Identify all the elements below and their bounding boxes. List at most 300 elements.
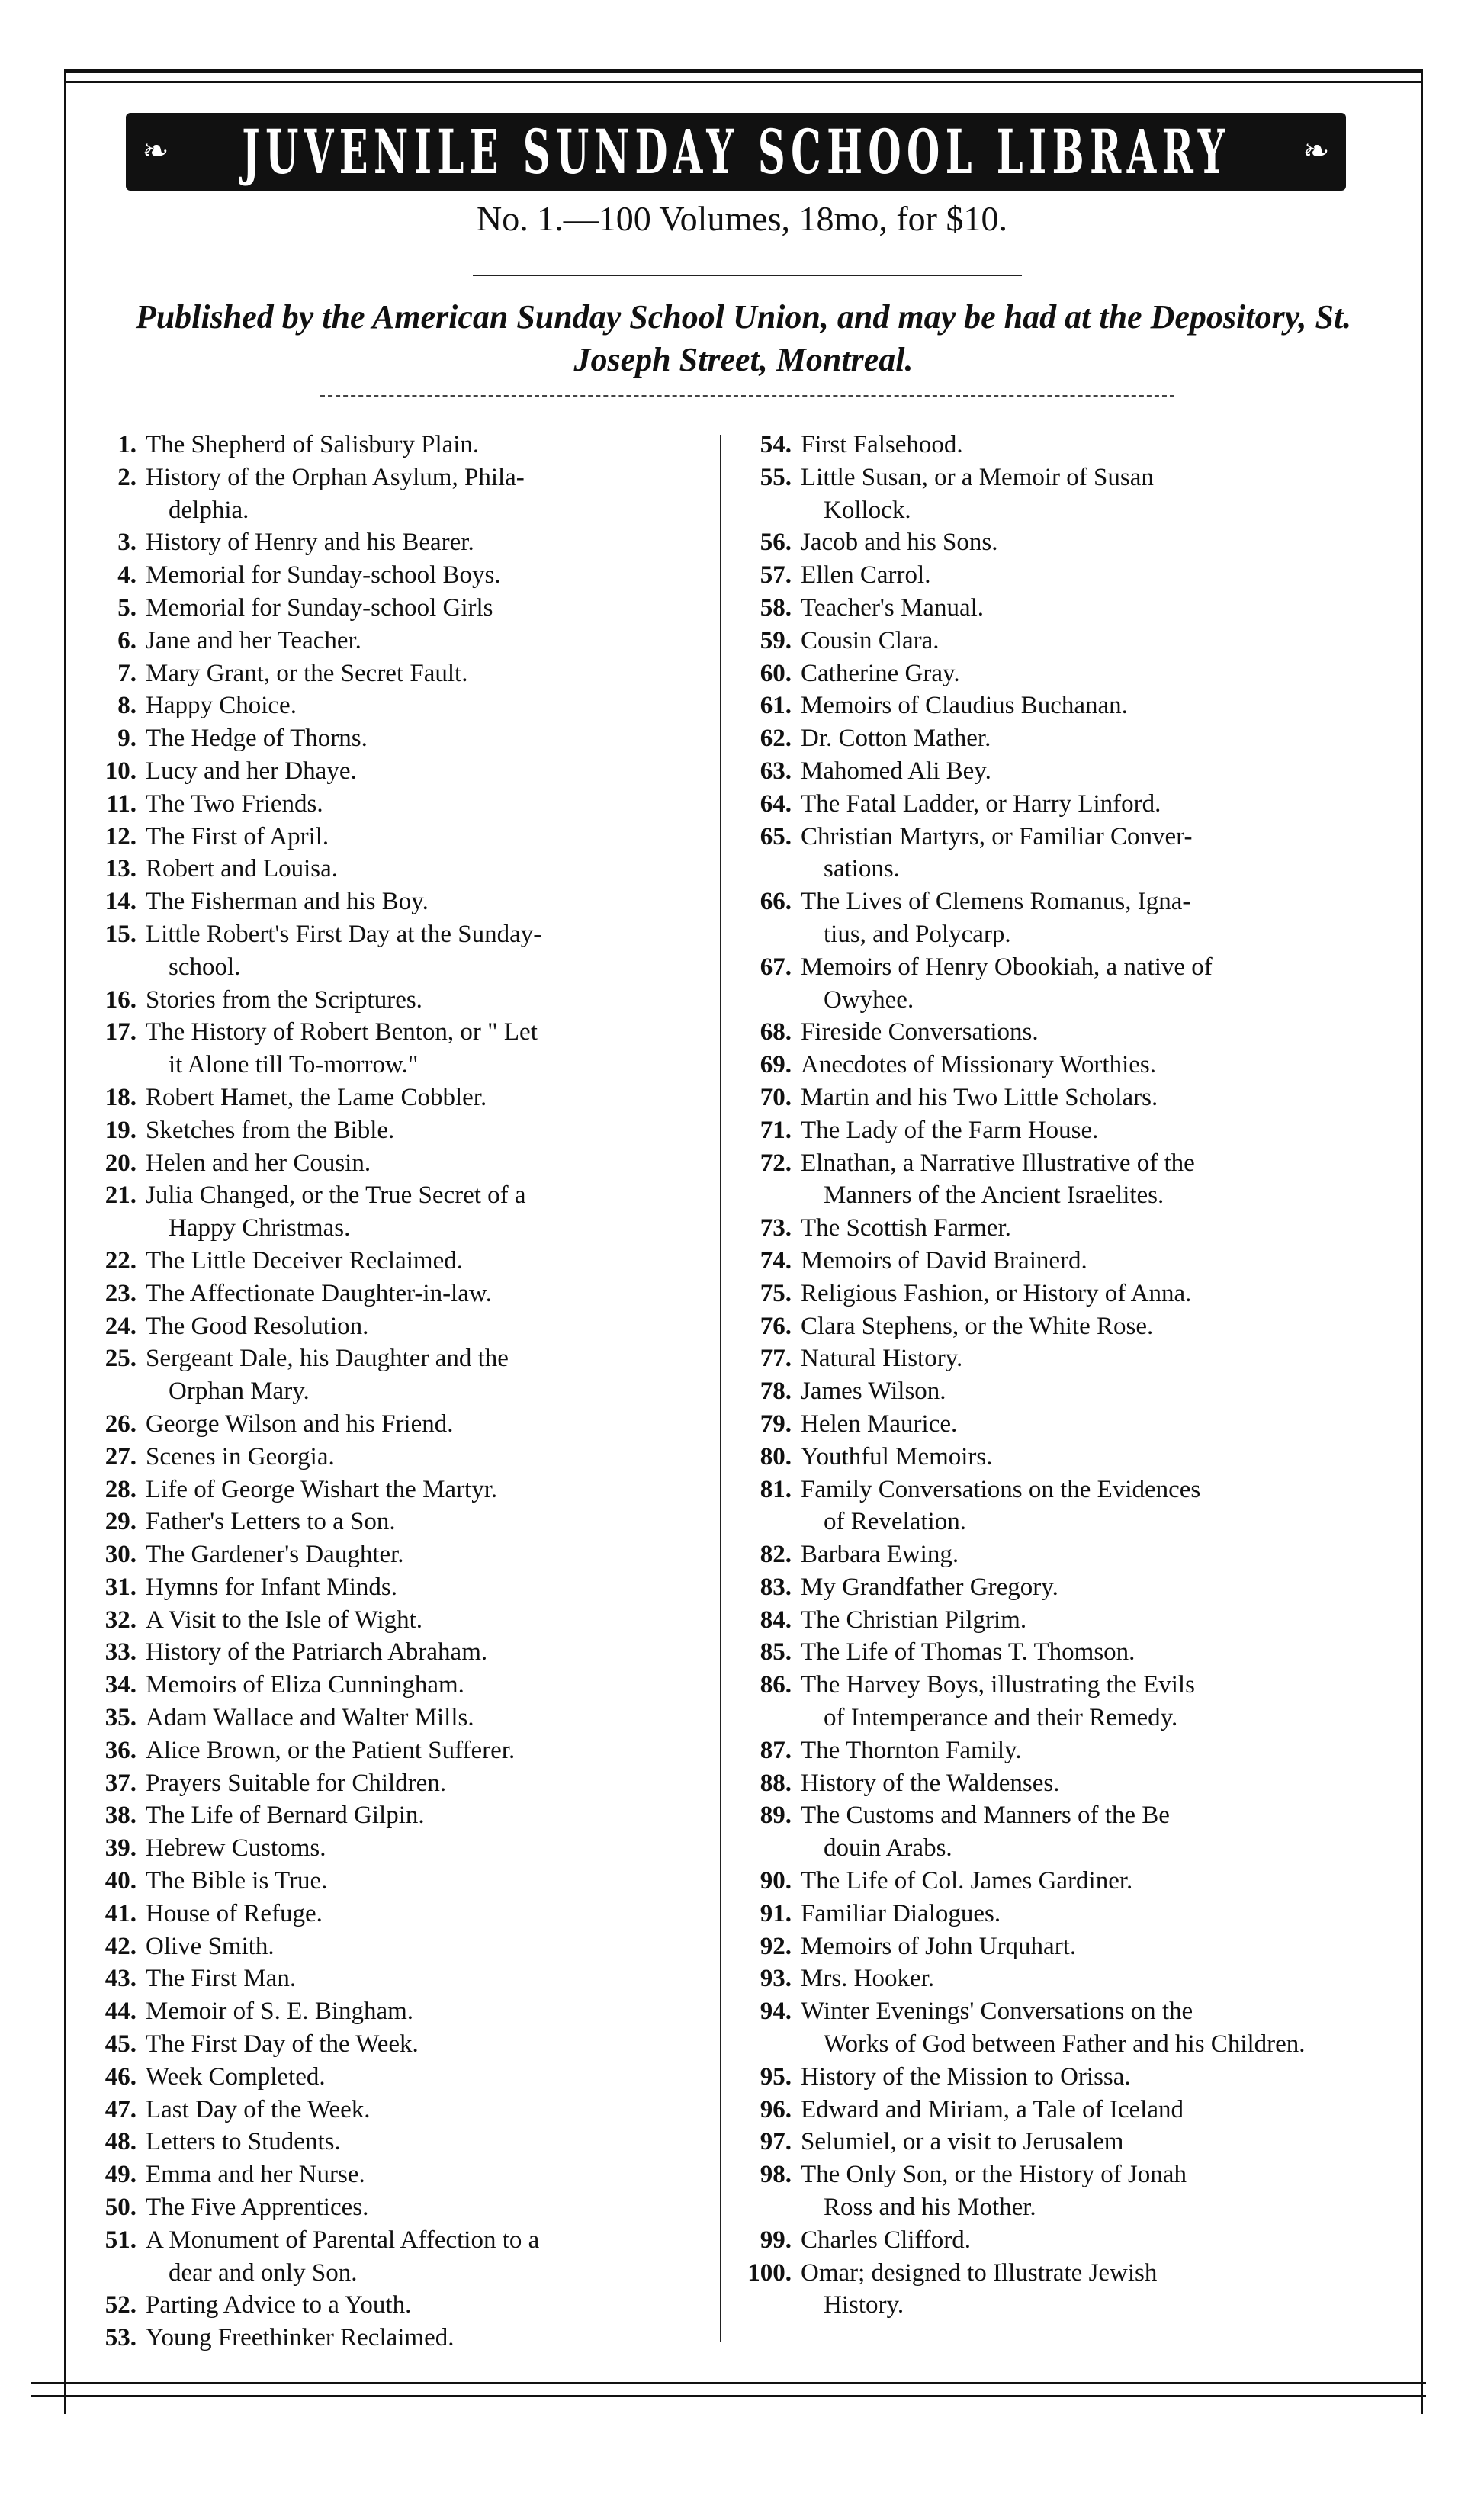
volume-number: 15. <box>104 920 137 948</box>
volume-title-line: The Scottish Farmer. <box>801 1214 1011 1242</box>
title-banner <box>126 113 1346 191</box>
volume-title <box>146 2094 705 2126</box>
volume-number: 65. <box>760 822 792 850</box>
volume-title-line: The Harvey Boys, illustrating the Evils <box>801 1671 1195 1699</box>
volume-title-line: The Gardener's Daughter. <box>146 1541 404 1569</box>
volume-title <box>801 1082 1342 1114</box>
volume-number: 47. <box>104 2095 137 2123</box>
list-item <box>732 1734 1342 1767</box>
volume-title <box>801 1898 1342 1930</box>
volume-title-continuation: History. <box>824 2291 904 2319</box>
list-item <box>72 1474 705 1506</box>
volume-title <box>146 1930 705 1963</box>
volume-number: 51. <box>104 2226 137 2254</box>
volume-title-continuation: Works of God between Father and his Children. <box>824 2030 1306 2059</box>
volume-number: 25. <box>104 1345 137 1373</box>
volume-title-line: Memoirs of David Brainerd. <box>801 1246 1087 1275</box>
volume-number: 60. <box>760 659 792 687</box>
volume-title-line: Life of George Wishart the Martyr. <box>146 1475 498 1503</box>
list-item <box>732 755 1342 788</box>
volume-title <box>801 1930 1342 1963</box>
volume-number: 98. <box>760 2161 792 2189</box>
volume-number: 66. <box>760 888 792 916</box>
volume-title-line: Family Conversations on the Evidences <box>801 1475 1201 1503</box>
volume-title <box>801 526 1342 559</box>
volume-title-line: Ellen Carrol. <box>801 561 931 590</box>
volume-number: 13. <box>104 855 137 883</box>
volume-number: 62. <box>760 725 792 753</box>
volume-number: 63. <box>760 757 792 785</box>
list-item <box>72 559 705 592</box>
list-item <box>72 1408 705 1441</box>
volume-number: 56. <box>760 529 792 557</box>
volume-number: 48. <box>104 2128 137 2156</box>
volume-number: 3. <box>117 529 137 557</box>
volume-number: 38. <box>104 1802 137 1830</box>
volume-number: 21. <box>104 1181 137 1210</box>
volume-title-continuation: Kollock. <box>824 496 911 524</box>
volume-title <box>146 984 705 1017</box>
volume-title-line: Sergeant Dale, his Daughter and the <box>146 1345 509 1373</box>
list-item <box>72 1441 705 1474</box>
volume-title <box>801 461 1342 527</box>
volume-title-line: Letters to Students. <box>146 2128 341 2156</box>
volume-title-line: History of Henry and his Bearer. <box>146 529 474 557</box>
volume-title-line: The First Day of the Week. <box>146 2030 419 2059</box>
volume-title <box>146 1114 705 1147</box>
left-volume-list <box>72 429 705 2355</box>
list-item <box>72 625 705 657</box>
volume-title <box>146 657 705 690</box>
volume-title <box>801 1799 1342 1865</box>
volume-number: 91. <box>760 1899 792 1927</box>
volume-number: 67. <box>760 953 792 981</box>
volume-title-line: Charles Clifford. <box>801 2226 972 2254</box>
list-item <box>72 2322 705 2355</box>
volume-title-line: The Affectionate Daughter-in-law. <box>146 1279 492 1307</box>
list-item <box>72 1865 705 1898</box>
volume-title-line: The Thornton Family. <box>801 1736 1022 1764</box>
volume-title <box>146 1342 705 1408</box>
list-item <box>732 788 1342 821</box>
volume-number: 43. <box>104 1965 137 1993</box>
volume-number: 46. <box>104 2062 137 2091</box>
volume-title-line: Julia Changed, or the True Secret of a <box>146 1181 526 1210</box>
volume-number: 5. <box>117 593 137 622</box>
volume-title-line: My Grandfather Gregory. <box>801 1573 1058 1601</box>
volume-title-line: Mary Grant, or the Secret Fault. <box>146 659 468 687</box>
list-item <box>72 853 705 886</box>
volume-number: 32. <box>104 1606 137 1634</box>
volume-number: 6. <box>117 626 137 654</box>
volume-title-line: The History of Robert Benton, or " Let <box>146 1018 538 1046</box>
list-item <box>72 1734 705 1767</box>
volume-number: 61. <box>760 692 792 720</box>
volume-title <box>801 2126 1342 2158</box>
volume-title <box>801 788 1342 821</box>
volume-title-line: Memoir of S. E. Bingham. <box>146 1998 414 2026</box>
volume-title <box>146 853 705 886</box>
list-item <box>732 1310 1342 1343</box>
list-item <box>732 722 1342 755</box>
bottom-border-rule-thin <box>31 2395 1426 2397</box>
list-item <box>72 2191 705 2224</box>
volume-title <box>801 559 1342 592</box>
volume-title-continuation: Happy Christmas. <box>169 1214 351 1242</box>
volume-number: 10. <box>104 757 137 785</box>
volume-title-line: Father's Letters to a Son. <box>146 1508 396 1536</box>
list-item <box>732 1636 1342 1669</box>
volume-title <box>146 1474 705 1506</box>
volume-number: 82. <box>760 1541 792 1569</box>
volume-title <box>801 1441 1342 1474</box>
list-item <box>732 526 1342 559</box>
list-item <box>72 1832 705 1865</box>
volume-title-continuation: sations. <box>824 855 900 883</box>
volume-title-line: The Shepherd of Salisbury Plain. <box>146 431 480 458</box>
volume-title <box>146 1408 705 1441</box>
list-item <box>732 1278 1342 1310</box>
list-item <box>732 1441 1342 1474</box>
list-item <box>732 886 1342 951</box>
list-item <box>72 461 705 527</box>
volume-title <box>146 1995 705 2028</box>
volume-number: 84. <box>760 1606 792 1634</box>
volume-title-line: History of the Waldenses. <box>801 1769 1060 1797</box>
list-item <box>72 1571 705 1604</box>
volume-title-line: The Hedge of Thorns. <box>146 725 368 753</box>
list-item <box>72 1767 705 1800</box>
bottom-border-rule <box>31 2382 1426 2384</box>
list-item <box>732 689 1342 722</box>
volume-title-line: Parting Advice to a Youth. <box>146 2291 412 2319</box>
volume-number: 79. <box>760 1410 792 1438</box>
list-item <box>732 1930 1342 1963</box>
volume-title-line: Prayers Suitable for Children. <box>146 1769 447 1797</box>
volume-title <box>801 1962 1342 1995</box>
volume-number: 76. <box>760 1312 792 1340</box>
volume-title <box>146 1669 705 1702</box>
volume-number: 16. <box>104 985 137 1014</box>
volume-title-line: Familiar Dialogues. <box>801 1899 1001 1927</box>
volume-title-line: Robert Hamet, the Lame Cobbler. <box>146 1083 487 1111</box>
volume-title-line: Martin and his Two Little Scholars. <box>801 1083 1158 1111</box>
list-item <box>72 2158 705 2191</box>
volume-title-line: Little Susan, or a Memoir of Susan <box>801 463 1154 491</box>
volume-title <box>146 1016 705 1082</box>
volume-title-line: Barbara Ewing. <box>801 1541 959 1569</box>
volume-title-line: George Wilson and his Friend. <box>146 1410 454 1438</box>
volume-title <box>146 1310 705 1343</box>
dashed-divider <box>320 395 1174 397</box>
volume-number: 81. <box>760 1475 792 1503</box>
volume-number: 69. <box>760 1051 792 1079</box>
volume-title <box>801 722 1342 755</box>
volume-title-line: The Fisherman and his Boy. <box>146 888 429 916</box>
list-item <box>72 2126 705 2158</box>
volume-title-line: Week Completed. <box>146 2062 326 2091</box>
list-item <box>732 2061 1342 2094</box>
volume-title-line: Happy Choice. <box>146 692 297 720</box>
volume-title <box>146 1898 705 1930</box>
list-item <box>72 1636 705 1669</box>
volume-title <box>146 429 705 461</box>
volume-title-line: Sketches from the Bible. <box>146 1116 395 1144</box>
volume-title-line: Mrs. Hooker. <box>801 1965 935 1993</box>
volume-title <box>801 1865 1342 1898</box>
volume-number: 22. <box>104 1246 137 1275</box>
volume-title <box>146 1147 705 1180</box>
volume-title-line: Edward and Miriam, a Tale of Iceland <box>801 2095 1184 2123</box>
list-item <box>72 1669 705 1702</box>
list-item <box>72 1147 705 1180</box>
list-item <box>72 526 705 559</box>
list-item <box>732 657 1342 690</box>
volume-title-line: Hebrew Customs. <box>146 1834 326 1863</box>
volume-title-continuation: it Alone till To-morrow." <box>169 1051 419 1079</box>
volume-title-continuation: Ross and his Mother. <box>824 2194 1036 2222</box>
volume-count-subtitle: No. 1.—100 Volumes, 18mo, for $10. <box>477 199 1007 238</box>
volume-title <box>801 429 1342 461</box>
volume-title <box>801 821 1342 886</box>
volume-title-line: History of the Mission to Orissa. <box>801 2062 1131 2091</box>
volume-title <box>146 821 705 853</box>
volume-title <box>801 1342 1342 1375</box>
divider-rule <box>473 275 1022 276</box>
banner-title: JUVENILE SUNDAY SCHOOL LIBRARY <box>241 116 1231 188</box>
volume-title-continuation: delphia. <box>169 496 249 524</box>
list-item <box>72 1995 705 2028</box>
volume-title-line: The Only Son, or the History of Jonah <box>801 2161 1187 2189</box>
volume-number: 70. <box>760 1083 792 1111</box>
volume-title <box>801 592 1342 625</box>
volume-title <box>146 2322 705 2355</box>
list-item <box>732 1082 1342 1114</box>
volume-title-line: Memoirs of Henry Obookiah, a native of <box>801 953 1213 981</box>
list-item <box>72 1114 705 1147</box>
volume-title-line: Memoirs of Eliza Cunningham. <box>146 1671 464 1699</box>
volume-title <box>801 886 1342 951</box>
volume-title <box>146 1865 705 1898</box>
list-item <box>732 951 1342 1017</box>
list-item <box>72 2094 705 2126</box>
volume-title-line: Selumiel, or a visit to Jerusalem <box>801 2128 1124 2156</box>
volume-title-line: First Falsehood. <box>801 431 963 458</box>
volume-title-line: Memorial for Sunday-school Boys. <box>146 561 501 590</box>
volume-title-continuation: school. <box>169 953 241 981</box>
list-item <box>732 2158 1342 2224</box>
volume-title <box>146 461 705 527</box>
volume-title-line: Winter Evenings' Conversations on the <box>801 1998 1193 2026</box>
volume-title <box>801 2061 1342 2094</box>
volume-title-line: Helen and her Cousin. <box>146 1149 371 1177</box>
list-item <box>732 1669 1342 1734</box>
volume-title <box>801 1767 1342 1800</box>
volume-number: 54. <box>760 431 792 458</box>
list-item <box>72 2289 705 2322</box>
list-item <box>732 2094 1342 2126</box>
volume-title <box>801 1212 1342 1245</box>
volume-title-line: Emma and her Nurse. <box>146 2161 365 2189</box>
volume-number: 71. <box>760 1116 792 1144</box>
volume-number: 58. <box>760 593 792 622</box>
volume-title-line: Christian Martyrs, or Familiar Conver- <box>801 822 1193 850</box>
publisher-note: Published by the American Sunday School Union, and may be had at the Depository, St. Joseph Street, Montreal. <box>135 298 1352 378</box>
volume-title-line: Religious Fashion, or History of Anna. <box>801 1279 1192 1307</box>
volume-number: 59. <box>760 626 792 654</box>
volume-number: 77. <box>760 1345 792 1373</box>
list-item <box>732 1147 1342 1213</box>
list-item <box>72 2224 705 2290</box>
list-item <box>732 429 1342 461</box>
list-item <box>732 1538 1342 1571</box>
volume-title-continuation: of Revelation. <box>824 1508 966 1536</box>
volume-number: 31. <box>104 1573 137 1601</box>
volume-number: 34. <box>104 1671 137 1699</box>
column-divider <box>720 435 721 2342</box>
volume-number: 28. <box>104 1475 137 1503</box>
volume-number: 17. <box>104 1018 137 1046</box>
volume-number: 1. <box>117 431 137 458</box>
volume-number: 8. <box>117 692 137 720</box>
list-item <box>732 1474 1342 1539</box>
volume-title <box>146 689 705 722</box>
volume-number: 92. <box>760 1932 792 1960</box>
fleuron-icon: ❧ <box>142 134 169 169</box>
volume-title-continuation: tius, and Polycarp. <box>824 920 1011 948</box>
volume-title-line: The Good Resolution. <box>146 1312 369 1340</box>
volume-title <box>801 2158 1342 2224</box>
list-item <box>72 788 705 821</box>
list-item <box>72 722 705 755</box>
volume-number: 85. <box>760 1638 792 1667</box>
volume-title <box>146 755 705 788</box>
volume-title <box>801 1278 1342 1310</box>
volume-number: 11. <box>106 789 137 818</box>
volume-title <box>801 1408 1342 1441</box>
volume-title <box>801 2224 1342 2257</box>
volume-number: 33. <box>104 1638 137 1667</box>
volume-title <box>801 1016 1342 1049</box>
volume-title <box>146 886 705 918</box>
volume-title <box>801 1604 1342 1637</box>
volume-number: 75. <box>760 1279 792 1307</box>
volume-title <box>801 1474 1342 1539</box>
volume-number: 24. <box>104 1312 137 1340</box>
list-item <box>72 1310 705 1343</box>
list-item <box>72 1016 705 1082</box>
volume-title-line: Jacob and his Sons. <box>801 529 998 557</box>
volume-title <box>146 2126 705 2158</box>
list-item <box>72 689 705 722</box>
volume-title-line: House of Refuge. <box>146 1899 323 1927</box>
volume-number: 44. <box>104 1998 137 2026</box>
volume-title <box>146 625 705 657</box>
volume-title <box>146 1245 705 1278</box>
list-item <box>72 918 705 984</box>
volume-title-continuation: Manners of the Ancient Israelites. <box>824 1181 1164 1210</box>
list-item <box>72 657 705 690</box>
volume-title-line: Catherine Gray. <box>801 659 960 687</box>
list-item <box>72 1898 705 1930</box>
volume-title <box>146 788 705 821</box>
volume-number: 42. <box>104 1932 137 1960</box>
volume-title-line: Lucy and her Dhaye. <box>146 757 357 785</box>
volume-number: 49. <box>104 2161 137 2189</box>
list-item <box>72 984 705 1017</box>
volume-title-line: Fireside Conversations. <box>801 1018 1039 1046</box>
list-item <box>72 2028 705 2061</box>
volume-title <box>146 2191 705 2224</box>
volume-number: 4. <box>117 561 137 590</box>
volume-title-line: The Life of Col. James Gardiner. <box>801 1867 1133 1895</box>
volume-title-line: The Lady of the Farm House. <box>801 1116 1099 1144</box>
volume-title <box>801 755 1342 788</box>
volume-title-line: Hymns for Infant Minds. <box>146 1573 397 1601</box>
volume-title-line: History of the Patriarch Abraham. <box>146 1638 488 1667</box>
volume-title-line: Clara Stephens, or the White Rose. <box>801 1312 1154 1340</box>
volume-number: 26. <box>104 1410 137 1438</box>
list-item <box>732 1898 1342 1930</box>
volume-title <box>801 625 1342 657</box>
list-item <box>732 1995 1342 2061</box>
volume-title-line: The First Man. <box>146 1965 297 1993</box>
volume-title-line: The Two Friends. <box>146 789 323 818</box>
list-item <box>72 1082 705 1114</box>
list-item <box>72 755 705 788</box>
volume-number: 19. <box>104 1116 137 1144</box>
list-item <box>732 821 1342 886</box>
volume-number: 52. <box>104 2291 137 2319</box>
volume-title-line: Teacher's Manual. <box>801 593 985 622</box>
volume-title <box>146 1604 705 1637</box>
volume-number: 18. <box>104 1083 137 1111</box>
volume-number: 97. <box>760 2128 792 2156</box>
volume-number: 53. <box>104 2324 137 2352</box>
volume-title-line: The Christian Pilgrim. <box>801 1606 1027 1634</box>
volume-title <box>146 2028 705 2061</box>
volume-number: 74. <box>760 1246 792 1275</box>
list-item <box>732 1604 1342 1637</box>
list-item <box>72 1538 705 1571</box>
list-item <box>72 821 705 853</box>
list-item <box>732 461 1342 527</box>
volume-title-line: Olive Smith. <box>146 1932 275 1960</box>
volume-number: 29. <box>104 1508 137 1536</box>
volume-number: 20. <box>104 1149 137 1177</box>
list-item <box>732 1049 1342 1082</box>
volume-title <box>146 1702 705 1734</box>
volume-title-continuation: of Intemperance and their Remedy. <box>824 1704 1178 1732</box>
list-item <box>72 429 705 461</box>
volume-title-line: The Bible is True. <box>146 1867 328 1895</box>
list-item <box>72 1702 705 1734</box>
volume-title-continuation: dear and only Son. <box>169 2258 358 2287</box>
list-item <box>72 2061 705 2094</box>
volume-title-line: Memorial for Sunday-school Girls <box>146 593 493 622</box>
volume-title-line: Youthful Memoirs. <box>801 1442 993 1471</box>
volume-title <box>146 1767 705 1800</box>
volume-title-line: Helen Maurice. <box>801 1410 958 1438</box>
list-item <box>732 1962 1342 1995</box>
volume-number: 94. <box>760 1998 792 2026</box>
volume-title-continuation: douin Arabs. <box>824 1834 952 1863</box>
volume-number: 2. <box>117 463 137 491</box>
volume-number: 57. <box>760 561 792 590</box>
volume-title-line: Alice Brown, or the Patient Sufferer. <box>146 1736 516 1764</box>
list-item <box>72 592 705 625</box>
volume-title <box>801 1245 1342 1278</box>
